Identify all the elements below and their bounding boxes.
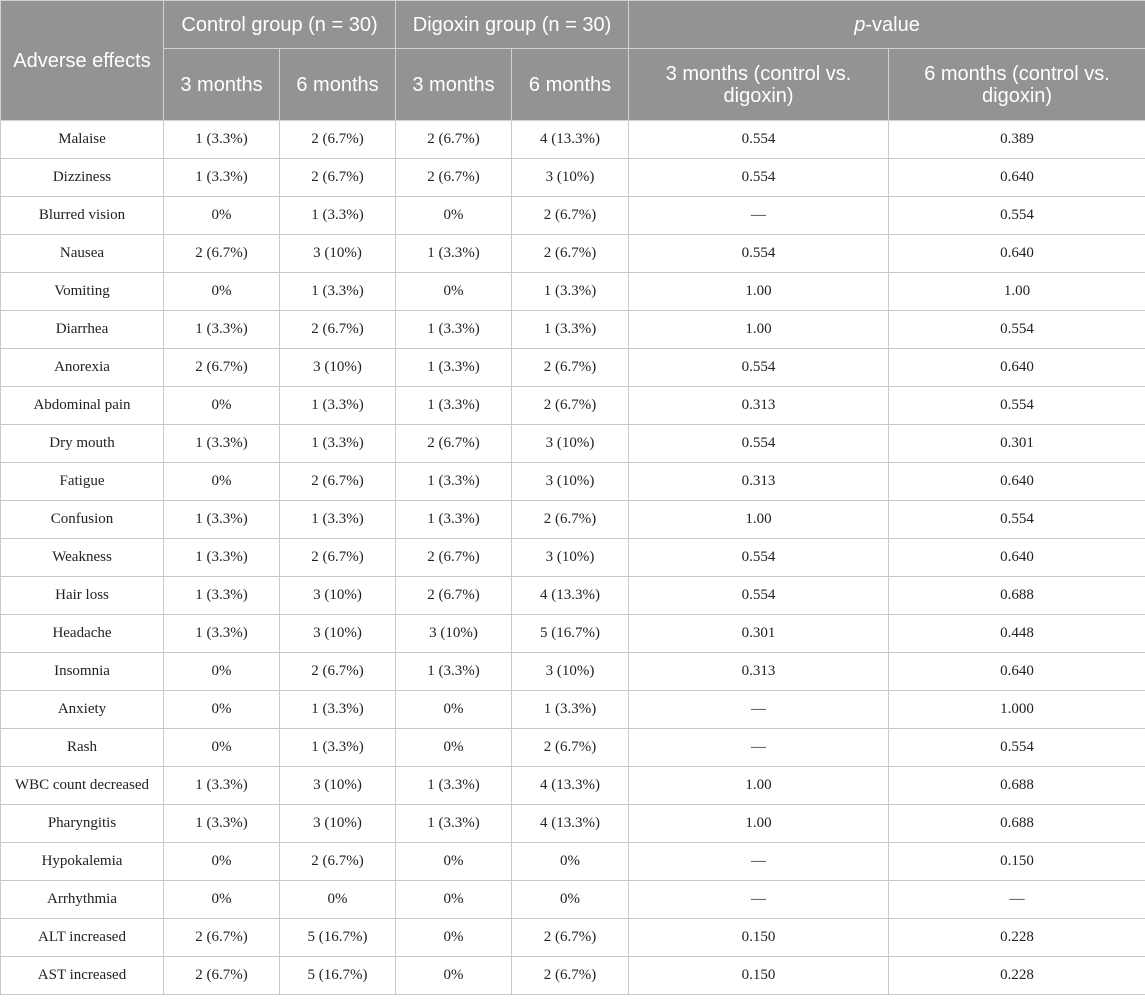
table-row [1, 273, 1145, 311]
cell-digoxin-3-months: 2 (6.7%) [396, 425, 512, 463]
cell-p-value-6-months: 0.688 [889, 577, 1145, 615]
cell-digoxin-3-months: 1 (3.3%) [396, 501, 512, 539]
cell-control-3-months: 0% [164, 691, 280, 729]
table-row [1, 805, 1145, 843]
table-row [1, 881, 1145, 919]
table-row [1, 691, 1145, 729]
cell-p-value-3-months: 0.554 [629, 349, 889, 387]
cell-adverse-effect: Pharyngitis [1, 805, 164, 843]
cell-digoxin-6-months: 1 (3.3%) [512, 273, 629, 311]
cell-control-3-months: 1 (3.3%) [164, 159, 280, 197]
header-p-value [629, 1, 1145, 49]
cell-control-3-months: 2 (6.7%) [164, 349, 280, 387]
table-row [1, 387, 1145, 425]
cell-control-3-months: 0% [164, 463, 280, 501]
cell-control-6-months: 2 (6.7%) [280, 159, 396, 197]
cell-control-3-months: 0% [164, 273, 280, 311]
cell-adverse-effect: Insomnia [1, 653, 164, 691]
cell-control-3-months: 1 (3.3%) [164, 805, 280, 843]
cell-p-value-3-months: 0.313 [629, 387, 889, 425]
cell-p-value-3-months: 0.554 [629, 159, 889, 197]
cell-control-3-months: 2 (6.7%) [164, 919, 280, 957]
cell-control-3-months: 1 (3.3%) [164, 615, 280, 653]
cell-digoxin-3-months: 0% [396, 881, 512, 919]
cell-p-value-6-months: 0.448 [889, 615, 1145, 653]
cell-control-6-months: 1 (3.3%) [280, 387, 396, 425]
cell-control-3-months: 1 (3.3%) [164, 501, 280, 539]
header-control-3-months: 3 months [164, 49, 280, 121]
cell-control-6-months: 3 (10%) [280, 615, 396, 653]
cell-digoxin-6-months: 3 (10%) [512, 159, 629, 197]
cell-digoxin-3-months: 0% [396, 691, 512, 729]
header-p-suffix: -value [865, 13, 920, 36]
cell-p-value-6-months: 0.640 [889, 235, 1145, 273]
cell-digoxin-6-months: 2 (6.7%) [512, 235, 629, 273]
cell-p-value-3-months: 0.554 [629, 577, 889, 615]
header-control-6-months: 6 months [280, 49, 396, 121]
cell-adverse-effect: Anxiety [1, 691, 164, 729]
cell-control-3-months: 0% [164, 843, 280, 881]
table-row [1, 311, 1145, 349]
header-digoxin-3-months: 3 months [396, 49, 512, 121]
cell-p-value-6-months: 0.389 [889, 121, 1145, 159]
cell-adverse-effect: WBC count decreased [1, 767, 164, 805]
cell-p-value-6-months: 0.301 [889, 425, 1145, 463]
table-row [1, 729, 1145, 767]
cell-control-3-months: 2 (6.7%) [164, 957, 280, 995]
cell-digoxin-6-months: 3 (10%) [512, 539, 629, 577]
cell-digoxin-3-months: 1 (3.3%) [396, 805, 512, 843]
table-row [1, 653, 1145, 691]
cell-p-value-3-months: 1.00 [629, 767, 889, 805]
cell-digoxin-3-months: 1 (3.3%) [396, 235, 512, 273]
table-header [1, 1, 1145, 121]
cell-adverse-effect: Vomiting [1, 273, 164, 311]
cell-p-value-6-months: 1.000 [889, 691, 1145, 729]
table-row [1, 767, 1145, 805]
header-digoxin-6-months: 6 months [512, 49, 629, 121]
table-row [1, 159, 1145, 197]
cell-control-6-months: 1 (3.3%) [280, 197, 396, 235]
cell-control-6-months: 5 (16.7%) [280, 957, 396, 995]
cell-digoxin-3-months: 1 (3.3%) [396, 463, 512, 501]
header-adverse-effects: Adverse effects [1, 1, 164, 121]
table-body [1, 121, 1145, 995]
cell-digoxin-3-months: 0% [396, 957, 512, 995]
cell-p-value-3-months: 0.313 [629, 463, 889, 501]
header-digoxin-group: Digoxin group (n = 30) [396, 1, 629, 49]
cell-control-6-months: 0% [280, 881, 396, 919]
cell-digoxin-6-months: 3 (10%) [512, 463, 629, 501]
cell-digoxin-6-months: 2 (6.7%) [512, 501, 629, 539]
cell-control-6-months: 1 (3.3%) [280, 425, 396, 463]
cell-control-3-months: 1 (3.3%) [164, 425, 280, 463]
table-row [1, 957, 1145, 995]
cell-digoxin-6-months: 2 (6.7%) [512, 387, 629, 425]
cell-p-value-6-months: 0.554 [889, 197, 1145, 235]
table-row [1, 121, 1145, 159]
cell-p-value-6-months: 0.228 [889, 957, 1145, 995]
cell-control-3-months: 0% [164, 881, 280, 919]
table-row [1, 463, 1145, 501]
cell-control-3-months: 0% [164, 197, 280, 235]
cell-digoxin-3-months: 2 (6.7%) [396, 121, 512, 159]
cell-p-value-3-months: 1.00 [629, 805, 889, 843]
cell-p-value-6-months: 0.640 [889, 539, 1145, 577]
cell-p-value-6-months: — [889, 881, 1145, 919]
cell-control-3-months: 0% [164, 387, 280, 425]
cell-p-value-3-months: 0.554 [629, 425, 889, 463]
cell-p-value-3-months: 0.150 [629, 957, 889, 995]
cell-control-6-months: 3 (10%) [280, 805, 396, 843]
table-row [1, 539, 1145, 577]
cell-adverse-effect: Nausea [1, 235, 164, 273]
cell-p-value-3-months: 1.00 [629, 311, 889, 349]
cell-adverse-effect: Abdominal pain [1, 387, 164, 425]
cell-p-value-3-months: 0.301 [629, 615, 889, 653]
cell-adverse-effect: Arrhythmia [1, 881, 164, 919]
cell-p-value-6-months: 0.640 [889, 159, 1145, 197]
cell-adverse-effect: Dry mouth [1, 425, 164, 463]
cell-p-value-3-months: 0.313 [629, 653, 889, 691]
cell-control-6-months: 2 (6.7%) [280, 311, 396, 349]
cell-adverse-effect: Rash [1, 729, 164, 767]
cell-control-6-months: 2 (6.7%) [280, 653, 396, 691]
cell-digoxin-6-months: 3 (10%) [512, 653, 629, 691]
cell-digoxin-3-months: 1 (3.3%) [396, 767, 512, 805]
cell-digoxin-6-months: 2 (6.7%) [512, 729, 629, 767]
cell-digoxin-6-months: 2 (6.7%) [512, 197, 629, 235]
cell-adverse-effect: Blurred vision [1, 197, 164, 235]
cell-p-value-6-months: 0.554 [889, 311, 1145, 349]
cell-digoxin-6-months: 0% [512, 881, 629, 919]
cell-control-3-months: 1 (3.3%) [164, 767, 280, 805]
cell-digoxin-6-months: 4 (13.3%) [512, 767, 629, 805]
cell-adverse-effect: Hypokalemia [1, 843, 164, 881]
cell-control-6-months: 5 (16.7%) [280, 919, 396, 957]
cell-digoxin-6-months: 4 (13.3%) [512, 805, 629, 843]
cell-digoxin-6-months: 2 (6.7%) [512, 349, 629, 387]
table-row [1, 577, 1145, 615]
cell-control-6-months: 1 (3.3%) [280, 691, 396, 729]
header-control-group: Control group (n = 30) [164, 1, 396, 49]
cell-control-6-months: 2 (6.7%) [280, 843, 396, 881]
cell-p-value-3-months: 0.554 [629, 539, 889, 577]
table-row [1, 919, 1145, 957]
table-row [1, 615, 1145, 653]
cell-p-value-6-months: 0.228 [889, 919, 1145, 957]
cell-adverse-effect: ALT increased [1, 919, 164, 957]
cell-p-value-3-months: 0.150 [629, 919, 889, 957]
cell-p-value-6-months: 0.640 [889, 653, 1145, 691]
cell-adverse-effect: Anorexia [1, 349, 164, 387]
cell-p-value-3-months: — [629, 197, 889, 235]
cell-adverse-effect: Hair loss [1, 577, 164, 615]
cell-control-6-months: 3 (10%) [280, 349, 396, 387]
table-row [1, 197, 1145, 235]
cell-p-value-6-months: 0.688 [889, 805, 1145, 843]
cell-p-value-3-months: 1.00 [629, 273, 889, 311]
cell-p-value-6-months: 0.640 [889, 349, 1145, 387]
cell-control-3-months: 0% [164, 653, 280, 691]
cell-adverse-effect: Weakness [1, 539, 164, 577]
cell-digoxin-3-months: 0% [396, 729, 512, 767]
cell-adverse-effect: Malaise [1, 121, 164, 159]
cell-digoxin-6-months: 4 (13.3%) [512, 577, 629, 615]
cell-p-value-3-months: — [629, 691, 889, 729]
cell-p-value-3-months: 0.554 [629, 121, 889, 159]
cell-digoxin-6-months: 3 (10%) [512, 425, 629, 463]
table-row [1, 349, 1145, 387]
cell-digoxin-3-months: 1 (3.3%) [396, 311, 512, 349]
cell-p-value-6-months: 1.00 [889, 273, 1145, 311]
cell-control-6-months: 1 (3.3%) [280, 501, 396, 539]
cell-adverse-effect: Diarrhea [1, 311, 164, 349]
cell-p-value-6-months: 0.554 [889, 729, 1145, 767]
header-p-letter: p [854, 13, 866, 36]
cell-control-6-months: 1 (3.3%) [280, 729, 396, 767]
cell-control-6-months: 2 (6.7%) [280, 121, 396, 159]
cell-digoxin-3-months: 2 (6.7%) [396, 539, 512, 577]
cell-adverse-effect: Fatigue [1, 463, 164, 501]
cell-digoxin-3-months: 0% [396, 843, 512, 881]
cell-adverse-effect: Headache [1, 615, 164, 653]
cell-digoxin-6-months: 5 (16.7%) [512, 615, 629, 653]
cell-p-value-6-months: 0.554 [889, 387, 1145, 425]
cell-control-6-months: 2 (6.7%) [280, 539, 396, 577]
cell-digoxin-3-months: 0% [396, 197, 512, 235]
cell-p-value-6-months: 0.554 [889, 501, 1145, 539]
cell-digoxin-3-months: 0% [396, 919, 512, 957]
cell-control-6-months: 3 (10%) [280, 235, 396, 273]
cell-digoxin-3-months: 2 (6.7%) [396, 159, 512, 197]
cell-digoxin-3-months: 3 (10%) [396, 615, 512, 653]
table-row [1, 425, 1145, 463]
cell-digoxin-6-months: 1 (3.3%) [512, 311, 629, 349]
cell-control-3-months: 1 (3.3%) [164, 539, 280, 577]
cell-digoxin-6-months: 2 (6.7%) [512, 919, 629, 957]
cell-digoxin-3-months: 1 (3.3%) [396, 387, 512, 425]
cell-control-6-months: 2 (6.7%) [280, 463, 396, 501]
cell-digoxin-3-months: 0% [396, 273, 512, 311]
table-row [1, 235, 1145, 273]
cell-p-value-3-months: — [629, 729, 889, 767]
cell-adverse-effect: Dizziness [1, 159, 164, 197]
cell-control-3-months: 1 (3.3%) [164, 121, 280, 159]
cell-control-6-months: 3 (10%) [280, 577, 396, 615]
cell-control-6-months: 3 (10%) [280, 767, 396, 805]
cell-control-3-months: 0% [164, 729, 280, 767]
cell-digoxin-6-months: 4 (13.3%) [512, 121, 629, 159]
cell-digoxin-3-months: 1 (3.3%) [396, 349, 512, 387]
cell-adverse-effect: AST increased [1, 957, 164, 995]
cell-adverse-effect: Confusion [1, 501, 164, 539]
cell-digoxin-6-months: 1 (3.3%) [512, 691, 629, 729]
cell-control-3-months: 1 (3.3%) [164, 311, 280, 349]
cell-control-3-months: 1 (3.3%) [164, 577, 280, 615]
cell-p-value-3-months: — [629, 881, 889, 919]
cell-digoxin-6-months: 2 (6.7%) [512, 957, 629, 995]
header-p-3-months: 3 months (control vs. digoxin) [629, 49, 889, 121]
cell-control-6-months: 1 (3.3%) [280, 273, 396, 311]
cell-p-value-6-months: 0.688 [889, 767, 1145, 805]
header-p-6-months: 6 months (control vs. digoxin) [889, 49, 1145, 121]
table-row [1, 843, 1145, 881]
cell-p-value-6-months: 0.150 [889, 843, 1145, 881]
cell-digoxin-3-months: 2 (6.7%) [396, 577, 512, 615]
cell-control-3-months: 2 (6.7%) [164, 235, 280, 273]
cell-digoxin-3-months: 1 (3.3%) [396, 653, 512, 691]
cell-p-value-3-months: — [629, 843, 889, 881]
cell-digoxin-6-months: 0% [512, 843, 629, 881]
cell-p-value-3-months: 1.00 [629, 501, 889, 539]
cell-p-value-6-months: 0.640 [889, 463, 1145, 501]
cell-p-value-3-months: 0.554 [629, 235, 889, 273]
table-row [1, 501, 1145, 539]
